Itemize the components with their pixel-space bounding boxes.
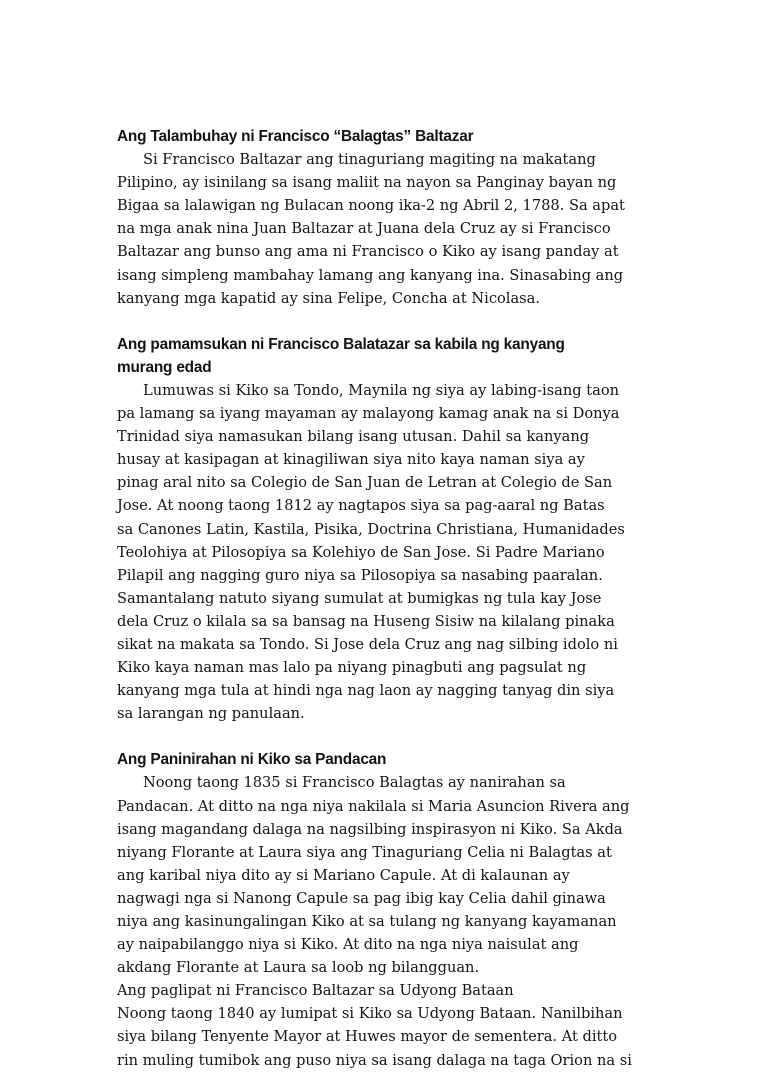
text-line: Pilapil ang nagging guro niya sa Pilosopiya sa nasabing paaralan. <box>117 566 603 584</box>
text-line: Lumuwas si Kiko sa Tondo, Maynila ng siya ay labing-isang taon <box>143 381 620 399</box>
paragraph <box>117 148 662 310</box>
section-gap <box>117 725 662 748</box>
section-title: Ang Talambuhay ni Francisco “Balagtas” Baltazar <box>117 128 474 145</box>
text-line: na mga anak nina Juan Baltazar at Juana dela Cruz ay si Francisco <box>117 220 611 238</box>
text-line: Bigaa sa lalawigan ng Bulacan noong ika-2 ng Abril 2, 1788. Sa apat <box>117 197 625 215</box>
text-line: Samantalang natuto siyang sumulat at bumigkas ng tula kay Jose <box>117 589 602 607</box>
section-biography <box>117 125 662 310</box>
section-gap <box>117 310 662 333</box>
text-line: pinag aral nito sa Colegio de San Juan de Letran at Colegio de San <box>117 474 613 492</box>
text-line: akdang Florante at Laura sa loob ng bilangguan. <box>117 959 480 977</box>
text-line: niyang Florante at Laura siya ang Tinaguriang Celia ni Balagtas at <box>117 843 612 861</box>
text-line: Baltazar ang bunso ang ama ni Francisco o Kiko ay isang panday at <box>117 243 619 261</box>
text-line: isang magandang dalaga na nagsilbing inspirasyon ni Kiko. Sa Akda <box>117 820 623 838</box>
text-line: Kiko kaya naman mas lalo pa niyang pinagbuti ang pagsulat ng <box>117 659 587 677</box>
section-title <box>117 333 662 379</box>
section-pandacan <box>117 748 662 979</box>
paragraph <box>117 771 662 979</box>
text-line: Noong taong 1835 si Francisco Balagtas ay nanirahan sa <box>143 774 566 792</box>
text-line: niya ang kasinungalingan Kiko at sa tulang ng kanyang kayamanan <box>117 913 617 930</box>
text-line: isang simpleng mambahay lamang ang kanyang ina. Sinasabing ang <box>117 266 624 284</box>
text-line: ay naipabilanggo niya si Kiko. At dito na nga niya naisulat ang <box>117 936 579 954</box>
text-line: Pandacan. At ditto na nga niya nakilala si Maria Asuncion Rivera ang <box>117 797 630 815</box>
text-line: rin muling tumibok ang puso niya sa isang dalaga na taga Orion na si <box>117 1051 632 1069</box>
section-udyong-bataan <box>117 979 662 1071</box>
text-line: siya bilang Tenyente Mayor at Huwes mayor de sementera. At ditto <box>117 1028 617 1046</box>
text-line: kanyang mga kapatid ay sina Felipe, Concha at Nicolasa. <box>117 289 540 307</box>
text-line: Ang paglipat ni Francisco Baltazar sa Udyong Bataan <box>117 982 514 1000</box>
text-line: sa larangan ng panulaan. <box>117 705 305 723</box>
text-line: Si Francisco Baltazar ang tinaguriang magiting na makatang <box>143 151 596 169</box>
section-title: Ang Paninirahan ni Kiko sa Pandacan <box>117 751 387 769</box>
title-line: murang edad <box>117 358 212 376</box>
text-line: kanyang mga tula at hindi nga nag laon ay nagging tanyag din siya <box>117 682 615 700</box>
text-line: dela Cruz o kilala sa sa bansag na Huseng Sisiw na kilalang pinaka <box>117 612 615 630</box>
text-line: Teolohiya at Pilosopiya sa Kolehiyo de San Jose. Si Padre Mariano <box>117 543 605 561</box>
text-line: Noong taong 1840 ay lumipat si Kiko sa Udyong Bataan. Nanilbihan <box>117 1005 623 1023</box>
text-line: sikat na makata sa Tondo. Si Jose dela Cruz ang nag silbing idolo ni <box>117 635 618 653</box>
text-line: pa lamang sa iyang mayaman ay malayong kamag anak na si Donya <box>117 405 620 423</box>
text-line: Trinidad siya namasukan bilang isang utusan. Dahil sa kanyang <box>117 428 590 446</box>
text-line: Pilipino, ay isinilang sa isang maliit na nayon sa Panginay bayan ng <box>117 174 617 192</box>
document-page <box>117 125 662 1072</box>
section-employment <box>117 333 662 726</box>
text-line: husay at kasipagan at kinagiliwan siya nito kaya naman siya ay <box>117 451 585 469</box>
paragraph <box>117 979 662 1071</box>
text-line: Jose. At noong taong 1812 ay nagtapos siya sa pag-aaral ng Batas <box>117 497 605 515</box>
text-line: sa Canones Latin, Kastila, Pisika, Doctrina Christiana, Humanidades <box>117 520 625 538</box>
text-line: ang karibal niya dito ay si Mariano Capule. At di kalaunan ay <box>117 866 570 884</box>
text-line: nagwagi nga si Nanong Capule sa pag ibig kay Celia dahil ginawa <box>117 889 606 907</box>
paragraph <box>117 379 662 725</box>
title-line: Ang pamamsukan ni Francisco Balatazar sa kabila ng kanyang <box>117 335 565 353</box>
